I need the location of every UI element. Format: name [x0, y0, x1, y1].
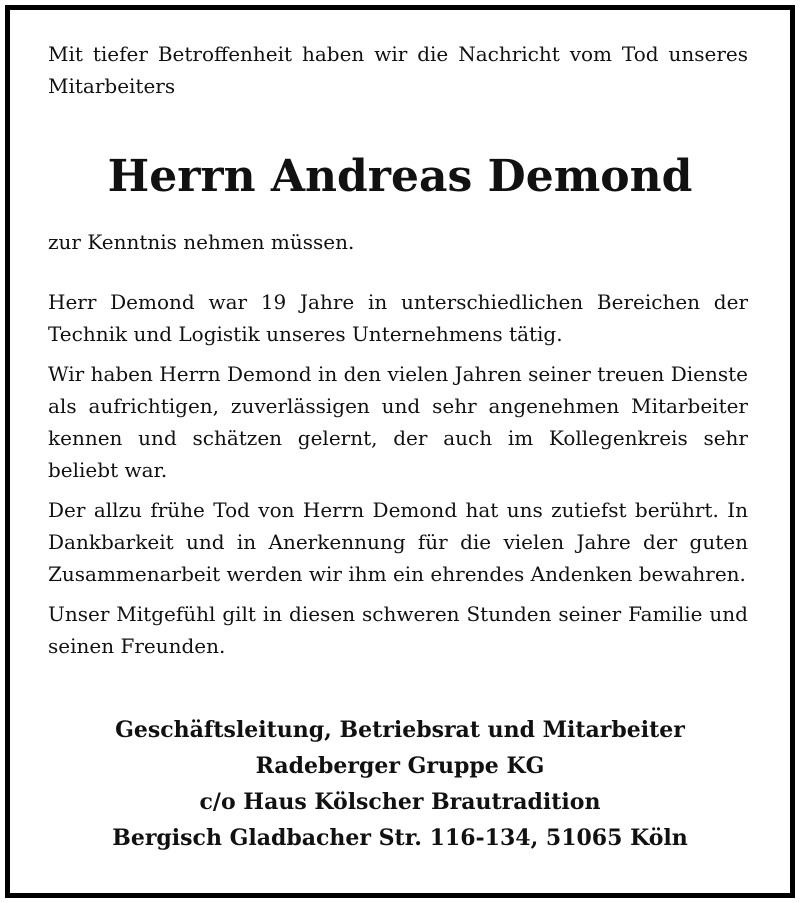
notice-body [48, 226, 748, 662]
signature-block [0, 712, 800, 856]
signature-line: Bergisch Gladbacher Str. 116-134, 51065 Köln [112, 825, 688, 851]
body-paragraph: Herr Demond war 19 Jahre in unterschiedlichen Bereichen der Technik und Logistik unseres Unternehmens tätig. [48, 290, 748, 346]
body-paragraph: Unser Mitgefühl gilt in diesen schweren Stunden seiner Familie und seinen Freunden. [48, 602, 748, 658]
body-paragraph: Wir haben Herrn Demond in den vielen Jahren seiner treuen Dienste als aufrichtigen, zuverlässigen und sehr angenehmen Mitarbeiter kennen und schätzen gelernt, der auch im Kollegenkreis sehr beliebt war. [48, 362, 748, 482]
body-paragraph: zur Kenntnis nehmen müssen. [48, 230, 355, 254]
deceased-name: Herrn Andreas Demond [107, 151, 693, 202]
signature-line: Geschäftsleitung, Betriebsrat und Mitarbeiter [115, 717, 685, 743]
signature-line: c/o Haus Kölscher Brautradition [199, 789, 601, 815]
signature-line: Radeberger Gruppe KG [255, 753, 545, 779]
intro-text: Mit tiefer Betroffenheit haben wir die Nachricht vom Tod unseres Mitarbeiters [48, 42, 748, 98]
body-paragraph: Der allzu frühe Tod von Herrn Demond hat uns zutiefst berührt. In Dankbarkeit und in Anerkennung für die vielen Jahre der guten Zusammenarbeit werden wir ihm ein ehrendes Andenken bewahren. [48, 498, 748, 586]
